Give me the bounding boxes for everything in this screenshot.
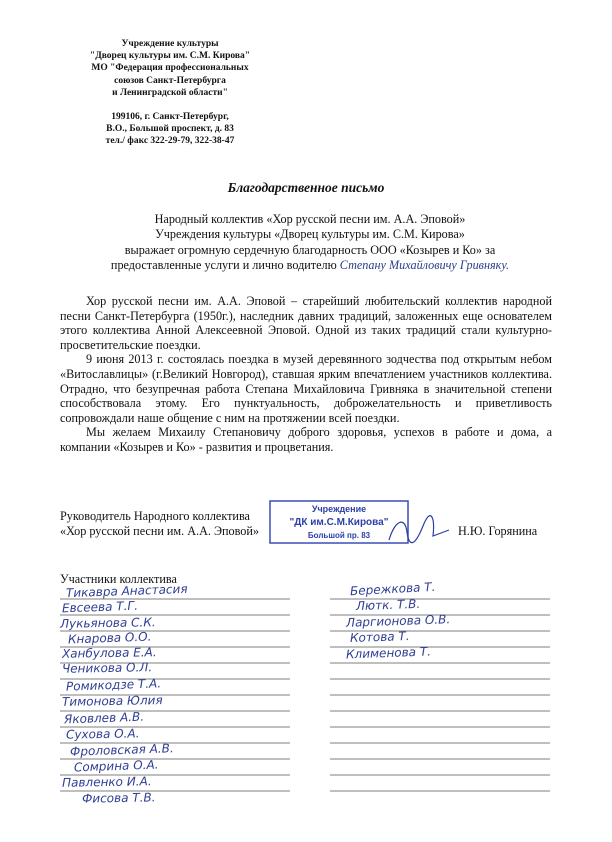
header-line: МО "Федерация профессиональных [91, 63, 249, 74]
member-signature: Ченикова О.Л. [61, 660, 153, 676]
body-paragraph: 9 июня 2013 г. состоялась поездка в музей деревянного зодчества под открытым небом «Витославлицы» (г.Великий Новгород), ставшая ярким впечатлением участников коллектива. Отрадно, что безупречная работа Степана Михайловича Гривняка в значительной степени способствовала этому. Его пунктуальность, доброжелательность и приветливость сопровождали наше общение с ним на протяжении всей поездки. [60, 352, 552, 425]
header-line: "Дворец культуры им. С.М. Кирова" [89, 51, 251, 62]
member-signature: Сомрина О.А. [73, 757, 159, 775]
driver-name-handwritten: Степану Михайловичу Гривняку. [339, 257, 510, 272]
signature-line: Руководитель Народного коллектива [60, 509, 250, 523]
member-signature: Ларгионова О.В. [345, 612, 451, 630]
member-signature: Тимонова Юлия [61, 693, 163, 709]
member-signature: Павленко И.А. [61, 774, 152, 790]
member-signature: Евсеева Т.Г. [61, 598, 139, 616]
member-signature: Лютк. Т.В. [355, 596, 421, 614]
member-signature: Бережкова Т. [349, 579, 436, 599]
member-signature: Котова Т. [349, 628, 410, 646]
body-paragraph: Мы желаем Михаилу Степановичу доброго здоровья, успехов в работе и дома, а компании «Козырев и Ко» - развития и процветания. [60, 425, 552, 454]
intro-last-prefix: предоставленные услуги и лично водителю [110, 257, 340, 272]
member-signature: Яковлев А.В. [63, 709, 145, 727]
member-signature: Сухова О.А. [65, 726, 140, 742]
intro-line: Народный коллектив «Хор русской песни им. А.А. Эповой» [154, 212, 466, 226]
member-signature: Ханбулова Е.А. [61, 645, 157, 661]
body-paragraph: Хор русской песни им. А.А. Эповой – старейший любительский коллектив народной песни Санкт-Петербурга (1950г.), наследник давних традиций, заложенных еще основателем этого коллектива Анной Алексеевной Эповой. Одной из таких традиций стали культурно-просветительские поездки. [60, 294, 552, 352]
member-signature: Клименова Т. [345, 644, 432, 662]
signatory-name: Н.Ю. Горянина [458, 524, 538, 538]
stamp-line: Учреждение [311, 504, 367, 514]
member-signature: Ромикодзе Т.А. [65, 676, 162, 694]
intro-line: выражает огромную сердечную благодарность ООО «Козырев и Ко» за [124, 242, 496, 257]
header-line: и Ленинградской области" [112, 87, 228, 98]
signature-line: «Хор русской песни им. А.А. Эповой» [60, 523, 260, 538]
address-line: тел./ факс 322-29-79, 322-38-47 [105, 136, 235, 147]
member-signature: Тикавра Анастасия [65, 581, 188, 601]
member-signature: Фисова Т.В. [81, 790, 156, 806]
address-line: 199106, г. Санкт-Петербург, [111, 112, 229, 123]
intro-line: Учреждения культуры «Дворец культуры им. С.М. Кирова» [155, 227, 465, 242]
header-line: Учреждение культуры [121, 39, 219, 49]
member-signature: Фроловская А.В. [69, 741, 174, 759]
members-label: Участники коллектива [60, 572, 177, 586]
header-line: союзов Санкт-Петербурга [114, 75, 226, 86]
document-title: Благодарственное письмо [227, 180, 385, 195]
stamp-line: Большой пр. 83 [307, 531, 371, 540]
address-line: В.О., Большой проспект, д. 83 [106, 124, 234, 135]
member-signature: Лукьянова С.К. [59, 615, 156, 631]
member-signature: Кнарова О.О. [67, 629, 152, 647]
stamp-line: "ДК им.С.М.Кирова" [289, 517, 389, 528]
